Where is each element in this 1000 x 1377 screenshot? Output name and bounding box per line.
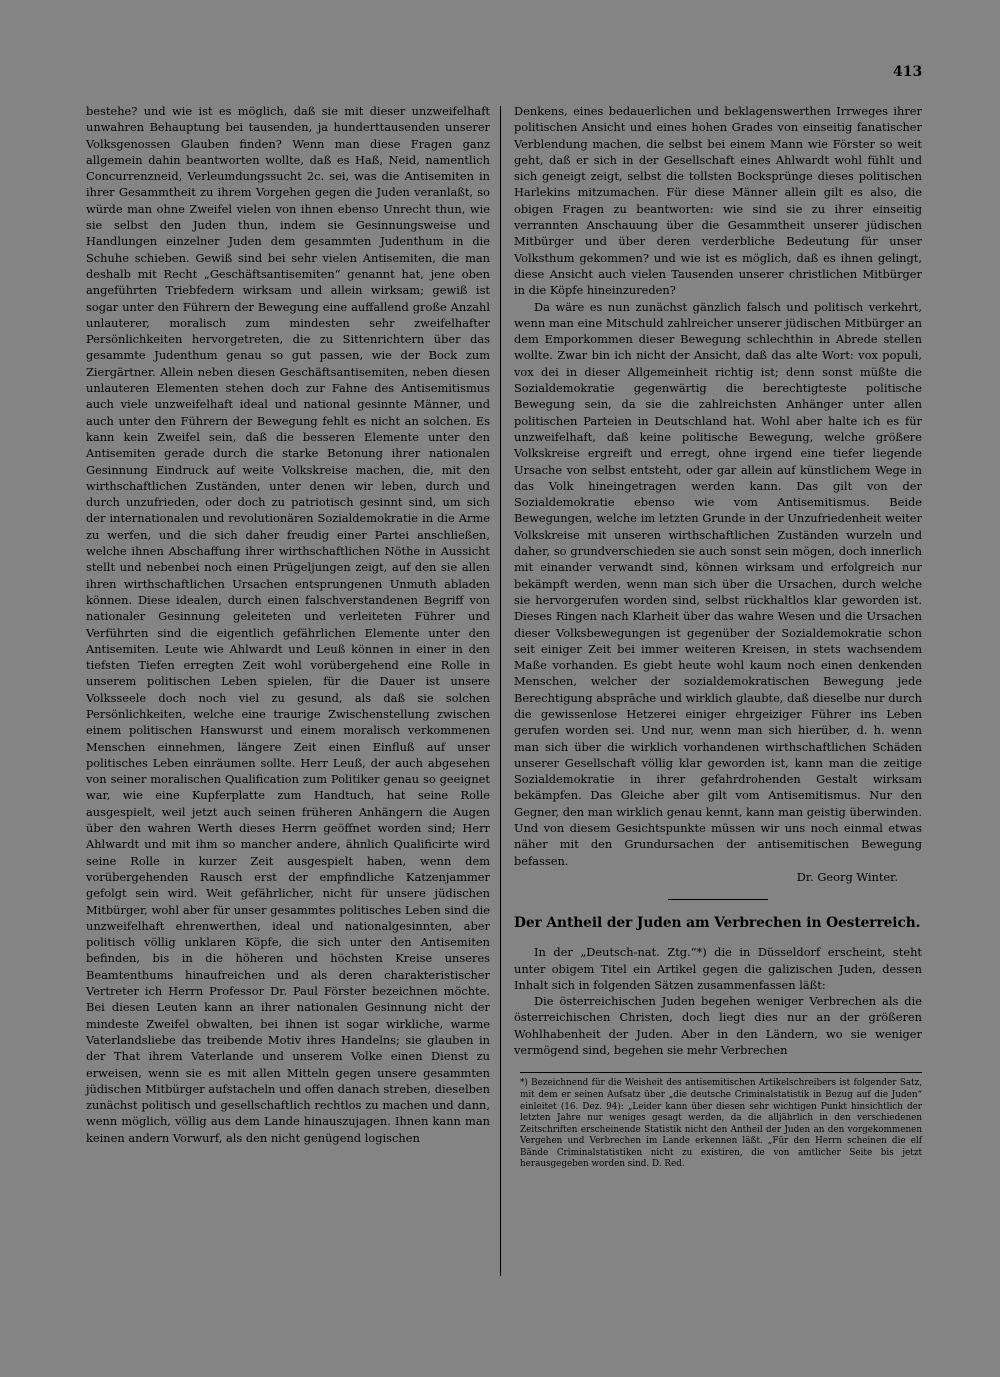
left-column [86,103,490,1146]
author-signature: Dr. Georg Winter. [796,869,898,884]
section-divider [668,899,768,900]
article-heading: Der Antheil der Juden am Verbrechen in Oesterreich. [514,915,921,932]
column-divider [500,106,501,1276]
right-column [514,103,922,1171]
page-number: 413 [893,64,923,80]
body-paragraph: In der „Deutsch-nat. Ztg.“*) die in Düsseldorf erscheint, steht unter obigem Titel ein Artikel gegen die galizischen Juden, dessen Inhalt sich in folgenden Sätzen zusammenfassen läßt: [514,945,922,992]
body-paragraph: Da wäre es nun zunächst gänzlich falsch und politisch verkehrt, wenn man eine Mitschuld zahlreicher unserer jüdischen Mitbürger an dem Emporkommen dieser Bewegung schlechthin in Abrede stellen wollte. Zwar bin ich nicht der Ansicht, daß das alte Wort: vox populi, vox dei in dieser Allgemeinheit richtig ist; denn sonst müßte die Sozialdemokratie gegenwärtig die berechtigteste politische Bewegung sein, da sie die zahlreichsten Anhänger unter allen politischen Parteien in Deutschland hat. Wohl aber halte ich es für unzweifelhaft, daß keine politische Bewegung, welche größere Volkskreise ergreift und erregt, ohne irgend eine tiefer liegende Ursache von selbst entsteht, oder gar allein auf künstlichem Wege in das Volk hineingetragen werden kann. Das gilt von der Sozialdemokratie ebenso wie vom Antisemitismus. Beide Bewegungen, welche im letzten Grunde in der Unzufriedenheit weiter Volkskreise mit unseren wirthschaftlichen Zuständen wurzeln und daher, so grundverschieden sie auch sonst sein mögen, doch innerlich mit einander verwandt sind, können wirksam und erfolgreich nur bekämpft werden, wenn man sich über die Ursachen, durch welche sie hervorgerufen worden sind, selbst rückhaltlos klar geworden ist. Dieses Ringen nach Klarheit über das wahre Wesen und die Ursachen dieser Volksbewegungen ist gegenüber der Sozialdemokratie schon seit einiger Zeit bei immer weiteren Kreisen, in stets wachsendem Maße vorhanden. Es giebt heute wohl kaum noch einen denkenden Menschen, welcher der sozialdemokratischen Bewegung jede Berechtigung absprāche und wirklich glaubte, daß dieselbe nur durch die gewissenlose Hetzerei einiger ehrgeiziger Führer ins Leben gerufen worden sei. Und nur, wenn man sich hierüber, d. h. wenn man sich über die wirklich vorhandenen wirthschaftlichen Schäden unserer Gesellschaft völlig klar geworden ist, kann man die zeitige Sozialdemokratie in ihrer gefahrdrohenden Gestalt wirksam bekämpfen. Das Gleiche aber gilt vom Antisemitismus. Nur den Gegner, den man wirklich genau kennt, kann man geistig überwinden. Und von diesem Gesichtspunkte müssen wir uns noch einmal etwas näher mit den Grundursachen der antisemitischen Bewegung befassen. [514,299,922,868]
body-paragraph: Die österreichischen Juden begehen weniger Verbrechen als die österreichischen Christen, doch liegt dies nur an der größeren Wohlhabenheit der Juden. Aber in den Ländern, wo sie weniger vermögend sind, begehen sie mehr Verbrechen [514,994,922,1058]
body-paragraph: Denkens, eines bedauerlichen und beklagenswerthen Irrweges ihrer politischen Ansicht und eines hohen Grades von einseitig fanatischer Verblendung machen, die selbst bei einem Mann wie Förster so weit geht, daß er sich in der Gesellschaft eines Ahlwardt wohl fühlt und sich geneigt zeigt, selbst die tollsten Bocksprünge dieses politischen Harlekins mitzumachen. Für diese Männer allein gilt es also, die obigen Fragen zu beantworten: wie sind sie zu ihrer einseitig verrannten Anschauung über die Gesammtheit unserer jüdischen Mitbürger und über deren verderbliche Bedeutung für unser Volksthum gekommen? und wie ist es möglich, daß es ihnen gelingt, diese Ansicht auch vielen Tausenden unserer christlichen Mitbürger in die Köpfe hineinzureden? [514,104,922,298]
body-paragraph: bestehe? und wie ist es möglich, daß sie mit dieser unzweifelhaft unwahren Behauptung bei tausenden, ja hunderttausenden unserer Volksgenossen Glauben finden? Wenn man diese Fragen ganz allgemein dahin beantworten wollte, daß es Haß, Neid, namentlich Concurrenzneid, Verleumdungssucht 2c. sei, was die Antisemiten in ihrer Gesammtheit zu ihrem Vorgehen gegen die Juden veranlaßt, so würde man ohne Zweifel vielen von ihnen ebenso Unrecht thun, wie sie selbst den Juden thun, indem sie Gesinnungsweise und Handlungen einzelner Juden dem gesammten Judenthum in die Schuhe schieben. Gewiß sind bei sehr vielen Antisemiten, die man deshalb mit Recht „Geschäftsantisemiten“ genannt hat, jene oben angeführten Triebfedern wirksam und allein wirksam; gewiß ist sogar unter den Führern der Bewegung eine auffallend große Anzahl unlauterer, moralisch zum mindesten sehr zweifelhafter Persönlichkeiten hervorgetreten, die zu Sittenrichtern über das gesammte Judenthum genau so gut passen, wie der Bock zum Ziergärtner. Allein neben diesen Geschäftsantisemiten, neben diesen unlauteren Elementen stehen doch zur Fahne des Antisemitismus auch viele unzweifelhaft ideal und national gesinnte Männer, und auch unter den Führern der Bewegung fehlt es nicht an solchen. Es kann kein Zweifel sein, daß die besseren Elemente unter den Antisemiten gerade durch die starke Betonung ihrer nationalen Gesinnung Eindruck auf weite Volkskreise machen, die, mit den wirthschaftlichen Zuständen, unter denen wir leben, durch und durch unzufrieden, oder doch zu patriotisch gesinnt sind, um sich der internationalen und revolutionären Sozialdemokratie in die Arme zu werfen, und die sich daher freudig einer Partei anschließen, welche ihnen Abschaffung ihrer wirthschaftlichen Nöthe in Aussicht stellt und nebenbei noch einen Prügeljungen zeigt, auf den sie allen ihren wirthschaftlichen Ursachen entsprungenen Unmuth abladen können. Diese idealen, durch einen falschverstandenen Begriff von nationaler Gesinnung geleiteten und verleiteten Führer und Verführten sind die eigentlich gefährlichen Elemente unter den Antisemiten. Leute wie Ahlwardt und Leuß können in einer in den tiefsten Tiefen erregten Zeit wohl vorübergehend eine Rolle in unserem politischen Leben spielen, für die Dauer ist unsere Volksseele doch noch viel zu gesund, als daß sie solchen Persönlichkeiten, welche eine traurige Zwischenstellung zwischen einem politischen Hanswurst und einem moralisch verkommenen Menschen einnehmen, längere Zeit einen Einfluß auf unser politisches Leben einräumen sollte. Herr Leuß, der auch abgesehen von seiner moralischen Qualification zum Politiker genau so geeignet war, wie eine Kupferplatte zum Handtuch, hat seine Rolle ausgespielt, weil jetzt auch seinen früheren Anhängern die Augen über den wahren Werth dieses Herrn geöffnet worden sind; Herr Ahlwardt und mit ihm so mancher andere, ähnlich Qualificirte wird seine Rolle in kurzer Zeit ausgespielt haben, wenn dem vorübergehenden Rausch erst der empfindliche Katzenjammer gefolgt sein wird. Weit gefährlicher, nicht für unsere jüdischen Mitbürger, wohl aber für unser gesammtes politisches Leben sind die unzweifelhaft ehrenwerthen, ideal und nationalgesinnten, aber politisch völlig unklaren Köpfe, die sich unter den Antisemiten befinden, bis in die höheren und höchsten Kreise unseres Beamtenthums hinaufreichen und als deren charakteristischer Vertreter ich Herrn Professor Dr. Paul Förster bezeichnen möchte. Bei diesen Leuten kann an ihrer nationalen Gesinnung nicht der mindeste Zweifel obwalten, bei ihnen ist sogar wirkliche, warme Vaterlandsliebe das treibende Motiv ihres Handelns; sie glauben in der That ihrem Vaterlande und unserem Volke einen Dienst zu erweisen, wenn sie es mit allen Mitteln gegen unsere gesammten jüdischen Mitbürger aufstacheln und offen danach streben, dieselben zunächst politisch und gesellschaftlich rechtlos zu machen und dann, wenn möglich, völlig aus dem Lande hinauszujagen. Ihnen kann man keinen andern Vorwurf, als den nicht genügend logischen [86,104,490,1145]
footnote: *) Bezeichnend für die Weisheit des antisemitischen Artikelschreibers ist folgender Satz, mit dem er seinen Aufsatz über „die deutsche Criminalstatistik in Bezug auf die Juden“ einleitet (16. Dez. 94): „Leider kann über diesen sehr wichtigen Punkt hinsichtlich der letzten Jahre nur weniges gesagt werden, da die alljährlich in den verschiedenen Zeitschriften erscheinende Statistik nicht den Antheil der Juden an den vorgekommenen Vergehen und Verbrechen im Lande erkennen läßt. „Für den Herrn scheinen die elf Bände Criminalstatistiken nicht zu existiren, die von amtlicher Seite bis jetzt herausgegeben worden sind. D. Red. [520,1072,922,1171]
